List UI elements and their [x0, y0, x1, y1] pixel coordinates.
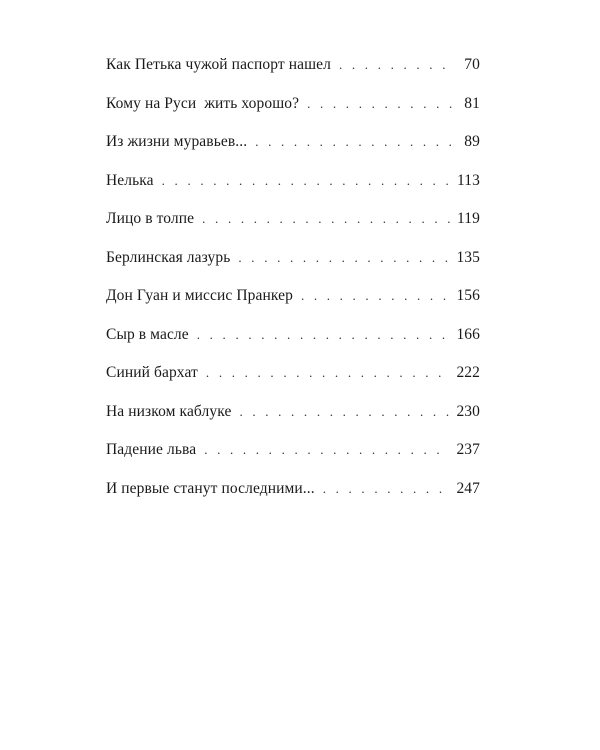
toc-dot-leader — [307, 96, 452, 112]
toc-dot-leader — [206, 365, 451, 381]
toc-entry-title: Падение льва — [106, 441, 197, 458]
toc-entry — [106, 480, 480, 519]
toc-entry-page: 230 — [456, 402, 480, 420]
toc-entry-page: 81 — [464, 94, 480, 112]
toc-entry — [106, 210, 480, 249]
toc-entry — [106, 172, 480, 211]
toc-dot-leader — [202, 211, 451, 227]
toc-entry-page: 113 — [457, 171, 480, 189]
toc-entry — [106, 441, 480, 480]
toc-entry-page: 166 — [456, 325, 480, 343]
toc-entry-page: 70 — [464, 56, 480, 73]
toc-entry-title: Кому на Руси жить хорошо? — [106, 94, 300, 112]
toc-dot-leader — [197, 327, 451, 343]
toc-entry-title: На низком каблуке — [106, 402, 232, 420]
toc-entry — [106, 403, 480, 442]
toc-entry — [106, 95, 480, 134]
toc-entry-page: 119 — [457, 210, 480, 227]
toc-entry-title: Синий бархат — [106, 364, 198, 381]
toc-dot-leader — [301, 288, 451, 304]
toc-entry-title: И первые станут последними... — [106, 479, 315, 497]
toc-entry-title: Берлинская лазурь — [106, 248, 231, 266]
toc-entry — [106, 287, 480, 326]
toc-dot-leader — [239, 404, 450, 420]
toc-dot-leader — [255, 134, 452, 150]
toc-entry-title: Лицо в толпе — [106, 210, 195, 227]
toc-entry-page: 89 — [464, 133, 480, 150]
toc-entry-page: 222 — [456, 364, 480, 381]
toc-entry — [106, 56, 480, 95]
toc-entry-title: Нелька — [106, 171, 154, 189]
toc-entry — [106, 133, 480, 172]
toc-entry-page: 156 — [456, 287, 480, 304]
toc-entry — [106, 326, 480, 365]
toc-entry-page: 135 — [456, 248, 480, 266]
toc-entry-page: 247 — [456, 479, 480, 497]
toc-dot-leader — [238, 250, 450, 266]
toc-entry-title: Как Петька чужой паспорт нашел — [106, 56, 331, 73]
toc-dot-leader — [204, 442, 450, 458]
toc-dot-leader — [339, 57, 452, 73]
toc-entry-page: 237 — [456, 441, 480, 458]
toc-entry-title: Из жизни муравьев... — [106, 133, 248, 150]
toc-entry-title: Сыр в масле — [106, 325, 189, 343]
toc-dot-leader — [162, 173, 451, 189]
toc-entry-title: Дон Гуан и миссис Пранкер — [106, 287, 293, 304]
toc-entry — [106, 249, 480, 288]
toc-dot-leader — [323, 481, 451, 497]
table-of-contents — [106, 56, 480, 518]
toc-entry — [106, 364, 480, 403]
